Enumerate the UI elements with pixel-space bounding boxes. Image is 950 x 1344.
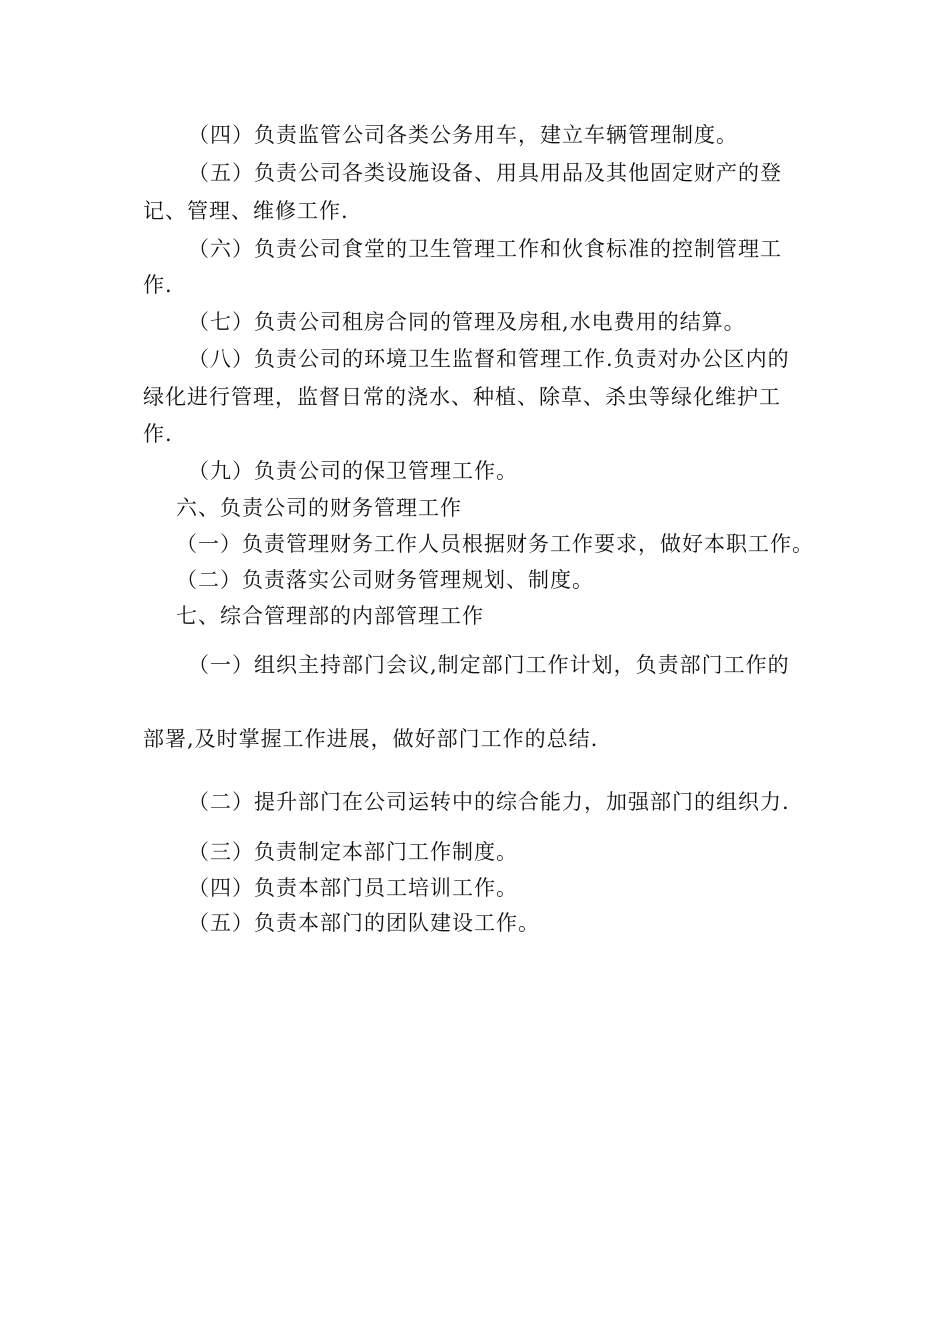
paragraph-line-13: （二）负责落实公司财务管理规划、制度。: [176, 568, 594, 592]
paragraph-line-5: 作.: [143, 273, 173, 297]
section-heading-6: 六、负责公司的财务管理工作: [176, 496, 462, 520]
paragraph-line-17: （二）提升部门在公司运转中的综合能力，加强部门的组织力.: [188, 790, 790, 814]
paragraph-line-18: （三）负责制定本部门工作制度。: [188, 840, 518, 864]
section-heading-7: 七、综合管理部的内部管理工作: [176, 604, 484, 628]
paragraph-line-1: （四）负责监管公司各类公务用车，建立车辆管理制度。: [188, 123, 738, 147]
paragraph-line-12: （一）负责管理财务工作人员根据财务工作要求，做好本职工作。: [176, 532, 814, 556]
paragraph-line-9: 作.: [143, 422, 173, 446]
paragraph-line-10: （九）负责公司的保卫管理工作。: [188, 459, 518, 483]
paragraph-line-20: （五）负责本部门的团队建设工作。: [188, 911, 540, 935]
paragraph-line-4: （六）负责公司食堂的卫生管理工作和伙食标准的控制管理工: [188, 237, 782, 261]
paragraph-line-7: （八）负责公司的环境卫生监督和管理工作.负责对办公区内的: [188, 347, 790, 371]
paragraph-line-15: （一）组织主持部门会议,制定部门工作计划，负责部门工作的: [188, 653, 790, 677]
paragraph-line-19: （四）负责本部门员工培训工作。: [188, 876, 518, 900]
paragraph-line-3: 记、管理、维修工作.: [143, 199, 349, 223]
paragraph-line-8: 绿化进行管理，监督日常的浇水、种植、除草、杀虫等绿化维护工: [143, 385, 781, 409]
paragraph-line-2: （五）负责公司各类设施设备、用具用品及其他固定财产的登: [188, 161, 782, 185]
paragraph-line-6: （七）负责公司租房合同的管理及房租,水电费用的结算。: [188, 310, 746, 334]
paragraph-line-16: 部署,及时掌握工作进展，做好部门工作的总结.: [143, 727, 599, 751]
